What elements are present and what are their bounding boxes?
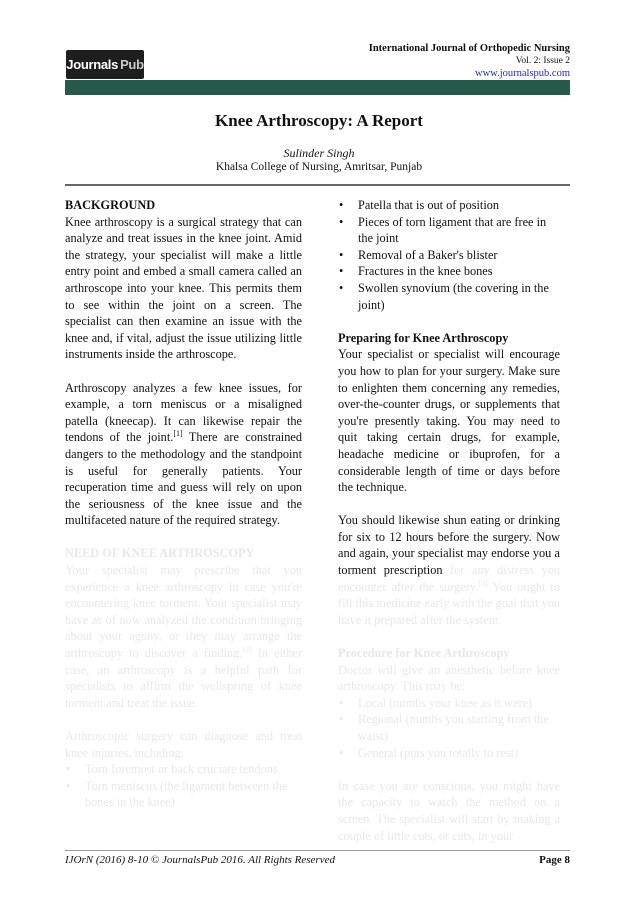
page-number: Page 8 [539,854,570,866]
list-item: • Torn foremost or back cruciate tendons [65,761,302,778]
need-paragraph-1 [65,562,302,711]
logo-text-pub: Pub [120,57,144,72]
footer-divider [65,850,570,851]
journalspub-logo [66,50,144,79]
journal-volume: Vol. 2: Issue 2 [515,56,570,66]
background-p2-text-b: There are constrained dangers to the methodology and the standpoint is useful for generally patients. Your recuperation time and guess will rely on upon the seriousness of the knee issue and the multifaceted nature of the required strategy. [65,430,302,528]
background-paragraph-2 [65,380,302,529]
journal-header [369,42,570,81]
preparing-heading: Preparing for Knee Arthroscopy [338,330,509,345]
article-author: Sulinder Singh [283,146,355,160]
footer-citation: IJOrN (2016) 8-10 © JournalsPub 2016. All Rights Reserved [65,854,335,866]
procedure-heading: Procedure for Knee Arthroscopy [338,646,510,661]
procedure-paragraph-1: Doctor will give an anesthetic before knee arthroscopy. This may be: [338,662,560,694]
background-p2-text-a: Arthroscopy analyzes a few knee issues, for example, a torn meniscus or a misaligned patella (kneecap). It can likewise repair the tendons of the joint. [65,380,302,445]
background-heading: BACKGROUND [65,198,156,212]
list-item: • Fractures in the knee bones [338,263,560,280]
author-affiliation: Khalsa College of Nursing, Amritsar, Punjab [215,161,423,173]
preparing-p2-faded-text-a: for any distress you encounter after the surgery. [338,563,560,594]
citation-2: [2] [242,644,252,654]
citation-1: [1] [173,429,183,439]
anesthetic-list [338,695,560,761]
faded-procedure-section [338,645,560,844]
need-p1-text-b: In either case, an arthroscopy is a helpful path for specialists to affirm the wellspring of knee torment and treat the issue. [65,646,303,710]
title-divider [65,184,570,186]
list-item: • Torn meniscus (the ligament between the bones in the knee) [65,778,302,811]
list-item: • Regional (numbs you starting from the waist) [338,711,560,744]
injury-list [338,197,560,313]
header-band [65,80,570,95]
preparing-paragraph-2 [338,512,560,628]
preparing-p2-visible-text: You should likewise shun eating or drinking for six to 12 hours before the surgery. Now and again, your specialist may endorse you a torment prescription [338,513,560,578]
preparing-paragraph-1: Your specialist or specialist will encourage you how to plan for your surgery. Make sure to enlighten them concerning any remedies, over-the-counter drugs, or supplements that you're presently taking. You may need to quit taking certain drugs, for example, headache medicine or ibuprofen, for a considerable length of time or days before the technique. [338,347,560,495]
list-item: • Local (numbs your knee as it were) [338,695,560,712]
journal-name: International Journal of Orthopedic Nursing [368,43,570,54]
preparing-p2-faded-text-b: You ought to fill this medicine early with the goal that you have it prepared after the system. [338,579,560,627]
journal-url-link[interactable]: www.journalspub.com [475,68,570,79]
background-paragraph-1: Knee arthroscopy is a surgical strategy that can analyze and treat issues in the knee joint. Amid the strategy, your specialist will make a little entry point and embed a small camera called an arthroscope into your knee. This permits them to see within the joint on a screen. The specialist can then examine an issue with the knee and, if vital, adjust the issue utilizing little instruments inside the arthroscope. [65,214,302,362]
need-paragraph-2: Arthroscopic surgery can diagnose and treat knee injuries, including: [65,729,302,760]
need-heading: NEED OF KNEE ARTHROSCOPY [65,546,255,561]
article-title: Knee Arthroscopy: A Report [215,111,423,130]
left-column [65,197,302,811]
procedure-paragraph-2: In case you are conscious, you might have the capacity to watch the method on a screen. The specialist will start by making a couple of little cuts, or cuts, in your [338,778,560,843]
list-item: • Pieces of torn ligament that are free in the joint [338,214,560,247]
list-item: • Swollen synovium (the covering in the joint) [338,280,560,313]
list-item: • Patella that is out of position [338,197,560,214]
right-column [338,197,560,844]
need-list [65,761,302,811]
list-item: • General (puts you totally to rest) [338,745,560,762]
list-item: • Removal of a Baker's blister [338,247,560,264]
need-p1-text-a: Your specialist may prescribe that you experience a knee arthroscopy in case you're encountering knee torment. Your specialist may have as of now analyzed the condition bringing about your agony, or they may arrange the arthroscopy to discover a finding. [65,563,302,661]
faded-need-section [65,545,302,811]
citation-3: [3] [478,578,488,588]
logo-text-journals: Journals [66,57,119,72]
